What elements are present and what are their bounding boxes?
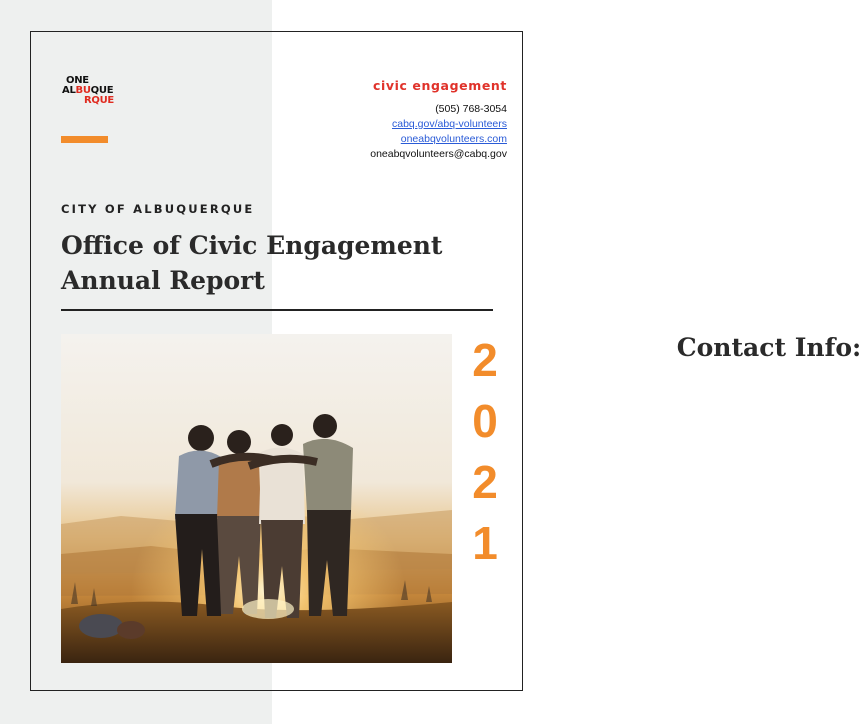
year-digit: 1 bbox=[472, 517, 498, 569]
oneabq-volunteers-link[interactable]: oneabqvolunteers.com bbox=[400, 133, 507, 145]
title-line-2: Annual Report bbox=[61, 266, 265, 295]
title-divider bbox=[61, 309, 493, 311]
contact-title: Contact Info: bbox=[676, 333, 861, 362]
title-line-1: Office of Civic Engagement bbox=[61, 231, 443, 260]
one-albuquerque-logo bbox=[62, 76, 132, 106]
volunteers-link[interactable]: cabq.gov/abq-volunteers bbox=[392, 118, 507, 130]
contact-email: oneabqvolunteers@cabq.gov bbox=[370, 148, 507, 160]
year-digit: 2 bbox=[472, 334, 498, 386]
logo-line-2: ALBUQUE bbox=[62, 85, 114, 96]
year-digit: 0 bbox=[472, 395, 498, 447]
report-title bbox=[61, 228, 491, 298]
logo-line-1: ONE bbox=[66, 75, 89, 86]
contact-info bbox=[370, 102, 861, 362]
kicker-city: CITY OF ALBUQUERQUE bbox=[61, 202, 255, 216]
accent-bar bbox=[61, 136, 108, 143]
tagline: civic engagement bbox=[372, 78, 507, 93]
contact-phone: (505) 768-3054 bbox=[435, 103, 507, 115]
report-year bbox=[460, 330, 510, 574]
logo-line-3: RQUE bbox=[84, 95, 114, 106]
cover-photo bbox=[61, 334, 452, 663]
year-digit: 2 bbox=[472, 456, 498, 508]
